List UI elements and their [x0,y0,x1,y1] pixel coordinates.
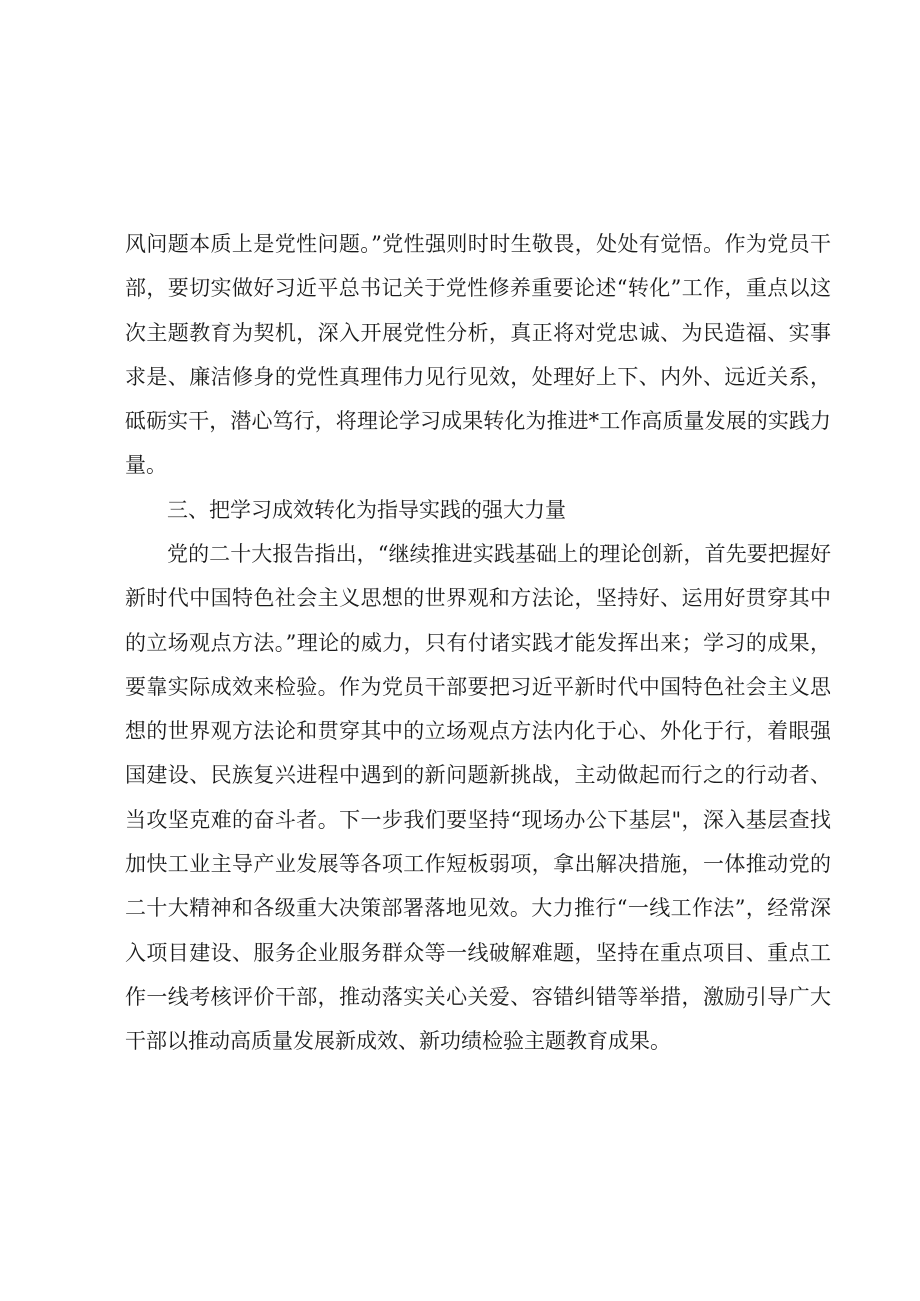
section-heading-3: 三、把学习成效转化为指导实践的强大力量 [167,498,566,522]
paragraph-party-spirit: 风问题本质上是党性问题。”党性强则时时生敬畏，处处有觉悟。作为党员干部，要切实做好习近平总书记关于党性修养重要论述“转化”工作，重点以这次主题教育为契机，深入开展党性分析，真正将对党忠诚、为民造福、实事求是、廉洁修身的党性真理伟力见行见效，处理好上下、内外、远近关系，砥砺实干，潜心笃行，将理论学习成果转化为推进*工作高质量发展的实践力量。 [125,232,831,478]
paragraph-practice: 党的二十大报告指出，“继续推进实践基础上的理论创新，首先要把握好新时代中国特色社会主义思想的世界观和方法论，坚持好、运用好贯穿其中的立场观点方法。”理论的威力，只有付诸实践才能发挥出来；学习的成果，要靠实际成效来检验。作为党员干部要把习近平新时代中国特色社会主义思想的世界观方法论和贯穿其中的立场观点方法内化于心、外化于行，着眼强国建设、民族复兴进程中遇到的新问题新挑战，主动做起而行之的行动者、当攻坚克难的奋斗者。下一步我们要坚持“现场办公下基层"，深入基层查找加快工业主导产业发展等各项工作短板弱项，拿出解决措施，一体推动党的二十大精神和各级重大决策部署落地见效。大力推行“一线工作法”，经常深入项目建设、服务企业服务群众等一线破解难题，坚持在重点项目、重点工作一线考核评价干部，推动落实关心关爱、容错纠错等举措，激励引导广大干部以推动高质量发展新成效、新功绩检验主题教育成果。 [125,542,831,1054]
